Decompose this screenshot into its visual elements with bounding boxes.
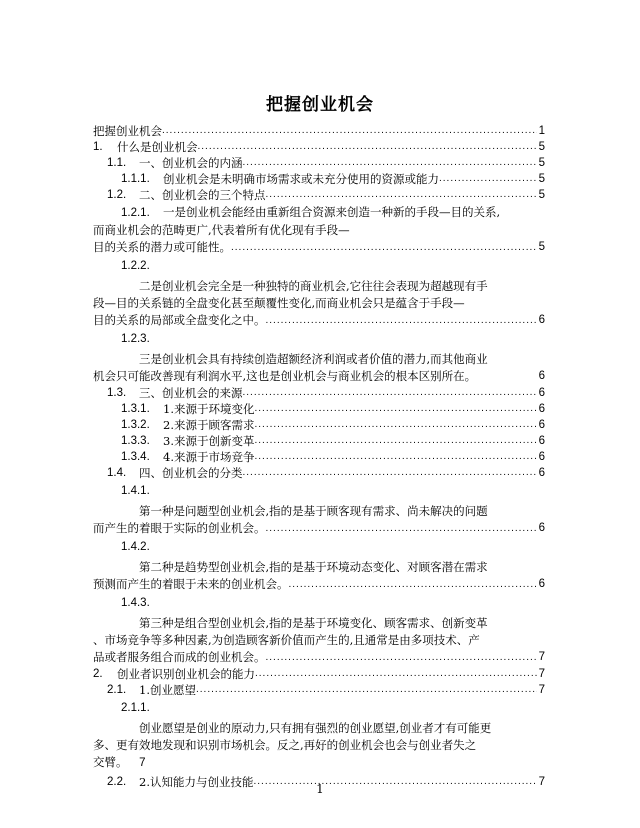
toc-leader	[266, 649, 537, 666]
document-title: 把握创业机会	[266, 95, 374, 115]
toc-entry[interactable]	[93, 171, 545, 187]
toc-number: 2.1.1.	[121, 702, 150, 714]
toc-number: 1.2.1.	[121, 207, 150, 219]
toc-label: 什么是创业机会	[117, 140, 198, 154]
toc-entry[interactable]	[93, 258, 545, 329]
toc-number: 1.4.2.	[121, 541, 150, 553]
toc-label-line: 二是创业机会完全是一种独特的商业机会,它往往会表现为超越现有手	[139, 279, 488, 293]
toc-label: 1.来源于环境变化	[163, 402, 255, 416]
toc-page: 6	[538, 370, 545, 382]
toc-number: 2.1.	[107, 684, 127, 696]
toc-label: 3.来源于创新变革	[163, 434, 255, 448]
toc-page: 7	[538, 684, 545, 696]
toc-label: 创业机会是未明确市场需求或未充分使用的资源或能力	[163, 172, 439, 186]
toc-leader	[162, 123, 537, 139]
toc-entry[interactable]	[93, 682, 545, 698]
toc-page: 6	[538, 419, 545, 431]
toc-number: 1.3.3.	[121, 435, 150, 447]
toc-label-line: 三是创业机会具有持续创造超额经济利润或者价值的潜力,而其他商业	[139, 352, 488, 366]
toc-entry[interactable]	[93, 465, 545, 481]
toc-page: 6	[538, 435, 545, 447]
toc-leader	[243, 465, 537, 481]
toc-label: 1.创业愿望	[139, 683, 196, 697]
toc-number: 1.2.	[107, 189, 127, 201]
toc-leader	[266, 520, 537, 537]
toc-label: 二、创业机会的三个特点	[139, 188, 266, 202]
toc-entry[interactable]	[93, 539, 545, 593]
toc-number: 1.1.1.	[121, 173, 150, 185]
toc-page: 5	[538, 141, 545, 153]
toc-entry[interactable]	[93, 666, 545, 682]
toc-number: 1.3.1.	[121, 403, 150, 415]
toc-entry[interactable]	[93, 204, 545, 256]
toc-number: 1.	[93, 141, 103, 153]
toc-leader	[243, 155, 537, 171]
toc-entry[interactable]	[93, 155, 545, 171]
toc-label-line: 第二种是趋势型创业机会,指的是基于环境动态变化、对顾客潜在需求	[139, 560, 488, 574]
toc-label-line: 第三种是组合型创业机会,指的是基于环境变化、顾客需求、创新变革	[139, 616, 488, 630]
toc-entry[interactable]	[93, 401, 545, 417]
toc-leader	[198, 139, 537, 155]
toc-entry[interactable]	[93, 139, 545, 155]
toc-label: 三、创业机会的来源	[139, 386, 243, 400]
toc-label-line: 而商业机会的范畴更广,代表着所有优化现有手段—	[93, 223, 350, 237]
toc-page: 6	[538, 314, 545, 326]
toc-page: 6	[538, 522, 545, 534]
toc-page: 5	[538, 173, 545, 185]
toc-page: 6	[538, 403, 545, 415]
toc-number: 1.4.	[107, 467, 127, 479]
toc-entry[interactable]	[93, 700, 545, 772]
toc-page: 7	[538, 668, 545, 680]
toc-entry[interactable]	[93, 385, 545, 401]
toc-page: 6	[538, 578, 545, 590]
toc-label-line: 多、更有效地发现和识别市场机会。反之,再好的创业机会也会与创业者失之	[93, 738, 477, 752]
toc-leader	[254, 449, 536, 465]
toc-label: 2.认知能力与创业技能	[139, 775, 254, 789]
toc-leader	[266, 187, 537, 203]
toc-number: 1.3.2.	[121, 419, 150, 431]
toc-label: 四、创业机会的分类	[139, 466, 243, 480]
toc-page: 6	[538, 451, 545, 463]
toc-label-line: 目的关系的局部或全盘变化之中。	[93, 313, 266, 327]
toc-entry[interactable]	[93, 449, 545, 465]
toc-leader	[231, 239, 537, 256]
toc-label-line: 预测而产生的着眼于未来的创业机会。	[93, 577, 289, 591]
toc-entry[interactable]	[93, 417, 545, 433]
toc-number: 1.1.	[107, 157, 127, 169]
toc-page: 6	[538, 387, 545, 399]
toc-entry[interactable]	[93, 433, 545, 449]
toc-label: 一、创业机会的内涵	[139, 156, 243, 170]
toc-page: 1	[538, 125, 545, 137]
toc-page: 7	[538, 651, 545, 663]
toc-entry[interactable]	[93, 483, 545, 537]
toc-label-line: 、市场竞争等多种因素,为创造顾客新价值而产生的,且通常是由多项技术、产	[93, 633, 480, 647]
toc-label-line: 交臂。	[93, 755, 128, 769]
toc-page: 7	[139, 757, 146, 769]
toc-leader	[439, 171, 537, 187]
toc-number: 2.2.	[107, 776, 127, 788]
toc-page: 7	[538, 776, 545, 788]
toc-entry[interactable]	[93, 187, 545, 203]
toc-entry[interactable]	[93, 123, 545, 139]
page-number: 1	[316, 782, 324, 796]
toc-entry[interactable]	[93, 331, 545, 385]
toc-leader	[243, 385, 537, 401]
toc-page: 5	[538, 157, 545, 169]
toc-page: 5	[538, 189, 545, 201]
toc-leader	[255, 666, 537, 682]
toc-leader	[289, 576, 537, 593]
toc-label: 2.来源于顾客需求	[163, 418, 255, 432]
toc-leader	[266, 312, 537, 329]
toc-number: 1.2.3.	[121, 333, 150, 345]
toc-leader	[196, 682, 537, 698]
toc-label-line: 品或者服务组合而成的创业机会。	[93, 650, 266, 664]
toc-label-line: 第一种是问题型创业机会,指的是基于顾客现有需求、尚未解决的问题	[139, 504, 488, 518]
toc-label-line: 目的关系的潜力或可能性。	[93, 240, 231, 254]
toc-leader	[254, 417, 536, 433]
toc-number: 1.4.1.	[121, 485, 150, 497]
toc-label-line: 创业愿望是创业的原动力,只有拥有强烈的创业愿望,创业者才有可能更	[139, 721, 492, 735]
toc-number: 1.3.4.	[121, 451, 150, 463]
toc-number: 2.	[93, 668, 103, 680]
toc-page: 5	[538, 241, 545, 253]
toc-page: 6	[538, 467, 545, 479]
toc-number: 1.4.3.	[121, 597, 150, 609]
toc-number: 1.3.	[107, 387, 127, 399]
toc-label: 创业者识别创业机会的能力	[117, 667, 255, 681]
toc-entry[interactable]	[93, 595, 545, 666]
toc-label-line: 一是创业机会能经由重新组合资源来创造一种新的手段—目的关系,	[163, 205, 501, 219]
table-of-contents	[93, 123, 545, 790]
toc-label: 4.来源于市场竞争	[163, 450, 255, 464]
toc-leader	[254, 401, 536, 417]
toc-number: 1.2.2.	[121, 260, 150, 272]
toc-label-line: 而产生的着眼于实际的创业机会。	[93, 521, 266, 535]
toc-label-line: 机会只可能改善现有利润水平,这也是创业机会与商业机会的根本区别所在。	[93, 369, 477, 383]
toc-label-line: 段—目的关系链的全盘变化甚至颠覆性变化,而商业机会只是蕴含于手段—	[93, 296, 465, 310]
toc-leader	[254, 433, 536, 449]
toc-label: 把握创业机会	[93, 124, 162, 138]
